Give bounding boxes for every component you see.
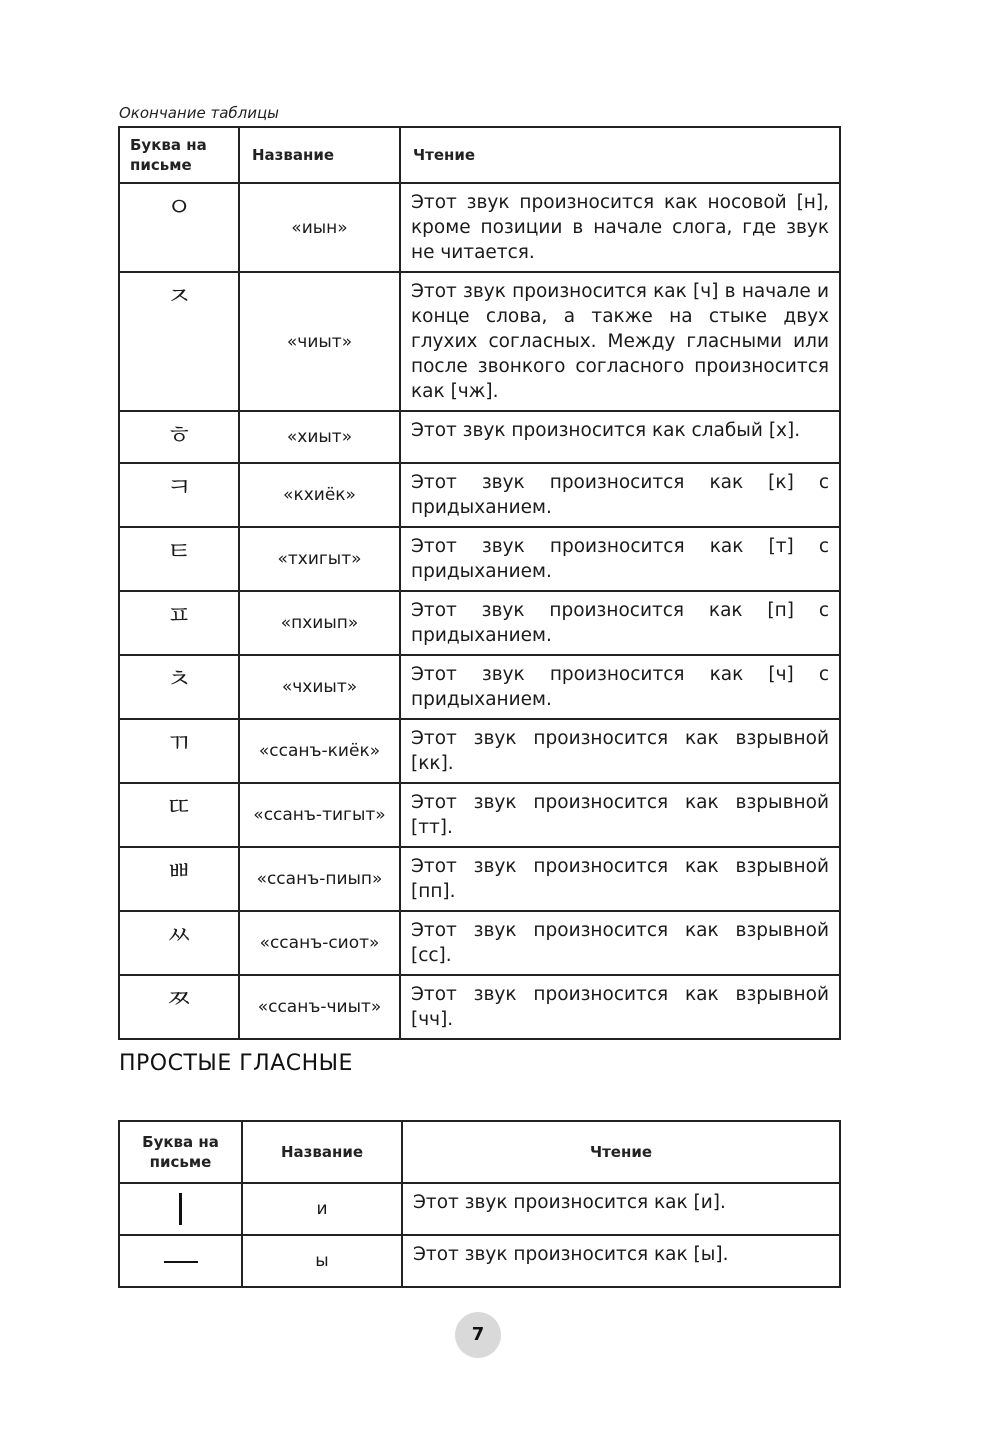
- reading-cell: Этот звук произносится как взрывной [пп].: [400, 847, 840, 911]
- reading-cell: Этот звук произносится как взрывной [тт].: [400, 783, 840, 847]
- header-letter: Буква на письме: [119, 127, 239, 183]
- table-row: [119, 655, 840, 719]
- reading-cell: Этот звук произносится как [ч] с придыханием.: [400, 655, 840, 719]
- letter-cell: ㅉ: [119, 975, 239, 1039]
- letter-cell: ㅌ: [119, 527, 239, 591]
- name-cell: «ссанъ-киёк»: [239, 719, 400, 783]
- table-row: [119, 1235, 840, 1287]
- table-row: [119, 463, 840, 527]
- name-cell: «ссанъ-тигыт»: [239, 783, 400, 847]
- header-letter: Буква на письме: [119, 1121, 242, 1183]
- reading-cell: Этот звук произносится как [к] с придыханием.: [400, 463, 840, 527]
- letter-cell: ㅆ: [119, 911, 239, 975]
- table-caption: Окончание таблицы: [119, 104, 280, 122]
- header-name: Название: [239, 127, 400, 183]
- reading-cell: Этот звук произносится как [и].: [402, 1183, 840, 1235]
- reading-cell: Этот звук произносится как носовой [н], кроме позиции в начале слога, где звук не читается.: [400, 183, 840, 272]
- header-name: Название: [242, 1121, 402, 1183]
- table-row: [119, 411, 840, 463]
- name-cell: «хиыт»: [239, 411, 400, 463]
- table-row: [119, 527, 840, 591]
- name-cell: «иын»: [239, 183, 400, 272]
- letter-cell: [119, 1235, 242, 1287]
- table-row: [119, 272, 840, 411]
- name-cell: и: [242, 1183, 402, 1235]
- letter-cell: ㅊ: [119, 655, 239, 719]
- table-row: [119, 847, 840, 911]
- vertical-stroke-icon: [179, 1193, 182, 1225]
- reading-cell: Этот звук произносится как слабый [х].: [400, 411, 840, 463]
- table-row: [119, 783, 840, 847]
- reading-cell: Этот звук произносится как [ы].: [402, 1235, 840, 1287]
- name-cell: «ссанъ-сиот»: [239, 911, 400, 975]
- table-row: [119, 1183, 840, 1235]
- horizontal-stroke-icon: [164, 1261, 198, 1263]
- reading-cell: Этот звук произносится как взрывной [чч].: [400, 975, 840, 1039]
- table-row: [119, 719, 840, 783]
- name-cell: «тхигыт»: [239, 527, 400, 591]
- name-cell: «ссанъ-чиыт»: [239, 975, 400, 1039]
- table-row: [119, 975, 840, 1039]
- letter-cell: [119, 1183, 242, 1235]
- letter-cell: ㅇ: [119, 183, 239, 272]
- reading-cell: Этот звук произносится как взрывной [кк].: [400, 719, 840, 783]
- letter-cell: ㅋ: [119, 463, 239, 527]
- letter-cell: ㄲ: [119, 719, 239, 783]
- header-reading: Чтение: [402, 1121, 840, 1183]
- name-cell: «чиыт»: [239, 272, 400, 411]
- consonants-table: [118, 126, 841, 1040]
- letter-cell: ㄸ: [119, 783, 239, 847]
- letter-cell: ㅈ: [119, 272, 239, 411]
- header-reading: Чтение: [400, 127, 840, 183]
- letter-cell: ㅃ: [119, 847, 239, 911]
- letter-cell: ㅎ: [119, 411, 239, 463]
- table-header-row: [119, 1121, 840, 1183]
- table-header-row: [119, 127, 840, 183]
- table-row: [119, 591, 840, 655]
- letter-cell: ㅍ: [119, 591, 239, 655]
- section-title: ПРОСТЫЕ ГЛАСНЫЕ: [119, 1051, 353, 1076]
- table-row: [119, 911, 840, 975]
- reading-cell: Этот звук произносится как [п] с придыханием.: [400, 591, 840, 655]
- name-cell: «ссанъ-пиып»: [239, 847, 400, 911]
- vowels-table: [118, 1120, 841, 1288]
- name-cell: «пхиып»: [239, 591, 400, 655]
- reading-cell: Этот звук произносится как взрывной [сс].: [400, 911, 840, 975]
- name-cell: «чхиыт»: [239, 655, 400, 719]
- table-row: [119, 183, 840, 272]
- reading-cell: Этот звук произносится как [т] с придыханием.: [400, 527, 840, 591]
- reading-cell: Этот звук произносится как [ч] в начале и конце слова, а также на стыке двух глухих согласных. Между гласными или после звонкого согласного произносится как [чж].: [400, 272, 840, 411]
- page-number: 7: [455, 1312, 501, 1358]
- name-cell: «кхиёк»: [239, 463, 400, 527]
- name-cell: ы: [242, 1235, 402, 1287]
